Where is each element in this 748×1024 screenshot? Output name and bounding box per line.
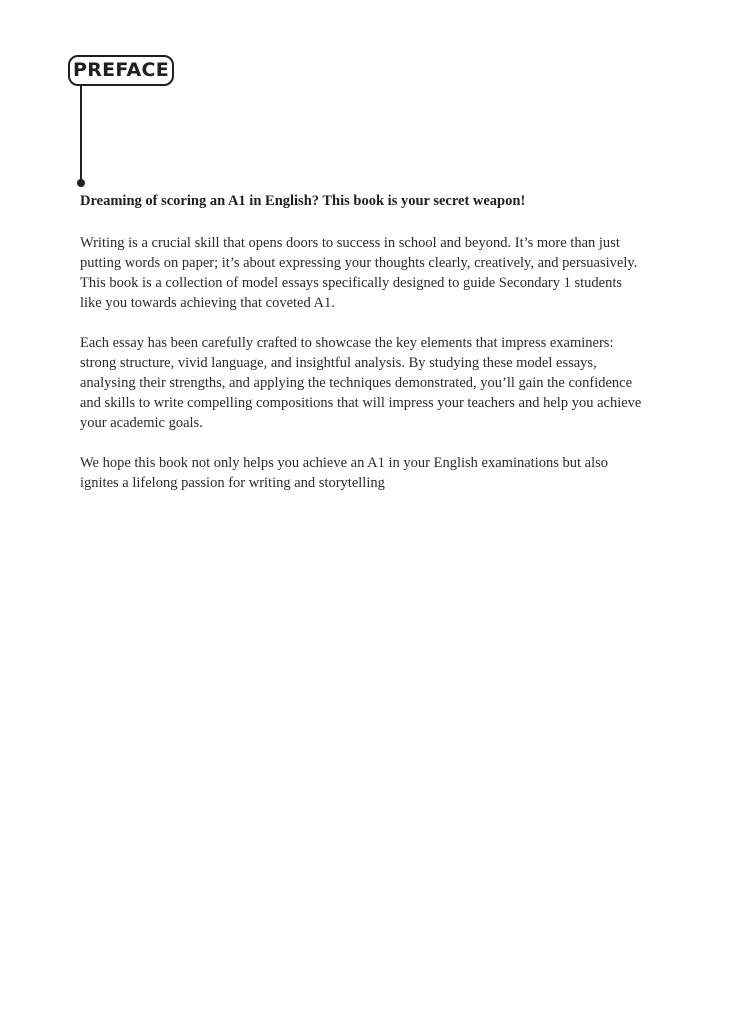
connector-dot-icon xyxy=(77,179,85,187)
paragraph-3: We hope this book not only helps you achieve an A1 in your English examinations but also ignites a lifelong passion for writing and storytelling xyxy=(80,455,609,491)
preface-heading: PREFACE xyxy=(68,55,174,86)
paragraph-2: Each essay has been carefully crafted to showcase the key elements that impress examiners: strong structure, vivid language, and insightful analysis. By studying these model essays, analysing their strengths, and applying the techniques demonstrated, you’ll gain the confidence and skills to write compelling compositions that will impress your teachers and help you achieve your academic goals. xyxy=(80,335,642,431)
preface-body xyxy=(80,191,645,513)
lead-sentence: Dreaming of scoring an A1 in English? This book is your secret weapon! xyxy=(80,193,526,209)
heading-connector-line xyxy=(80,86,82,181)
paragraph-1: Writing is a crucial skill that opens doors to success in school and beyond. It’s more than just putting words on paper; it’s about expressing your thoughts clearly, creatively, and persuasively. This book is a collection of model essays specifically designed to guide Secondary 1 students like you towards achieving that coveted A1. xyxy=(80,235,638,311)
